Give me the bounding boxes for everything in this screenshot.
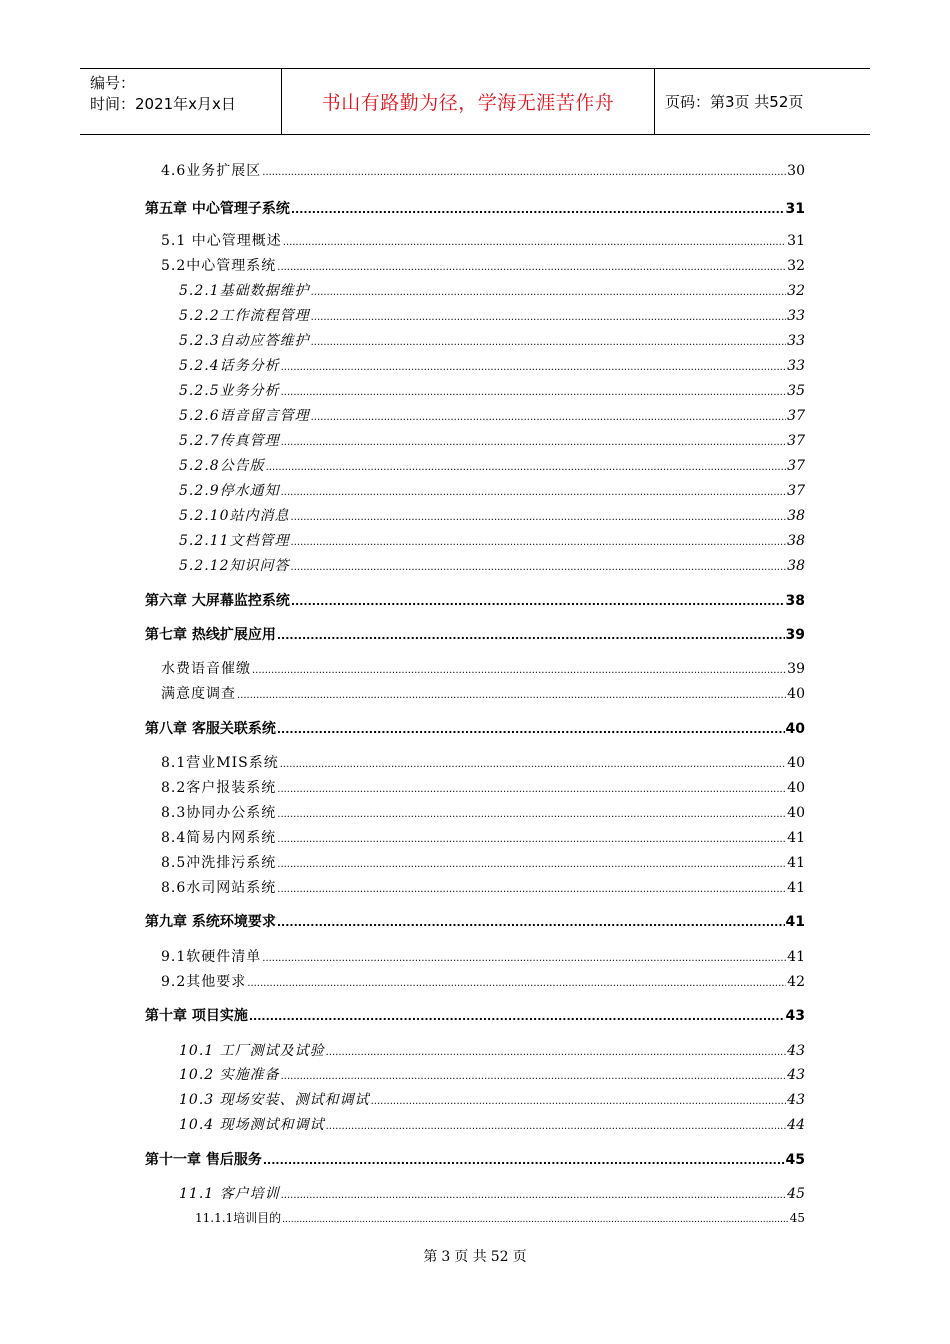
toc-entry[interactable] <box>179 1114 805 1134</box>
toc-entry[interactable] <box>161 852 805 872</box>
toc-entry-page: 45 <box>785 1152 805 1168</box>
dot-leader <box>291 508 787 524</box>
toc-entry-title: 水费语音催缴 <box>161 661 251 677</box>
toc-entry-page: 40 <box>785 721 805 737</box>
toc-entry-title: 5.2.8公告版 <box>179 458 265 474</box>
number-label: 编号： <box>90 74 136 92</box>
toc-entry-page: 45 <box>787 1186 805 1202</box>
motto-text: 书山有路勤为径，学海无涯苦作舟 <box>321 92 615 114</box>
toc-entry-page: 31 <box>787 233 805 249</box>
dot-leader <box>283 233 786 249</box>
toc-entry-page: 32 <box>787 283 805 299</box>
toc-entry-page: 43 <box>787 1043 805 1059</box>
toc-entry[interactable] <box>179 305 805 325</box>
toc-entry[interactable] <box>161 160 805 180</box>
toc-entry[interactable] <box>145 198 805 218</box>
toc-entry[interactable] <box>179 480 805 500</box>
toc-entry-title: 5.2.5业务分析 <box>179 383 280 399</box>
toc-entry-page: 38 <box>787 533 805 549</box>
toc-entry-page: 45 <box>789 1211 805 1225</box>
toc-entry-title: 9.1软硬件清单 <box>161 949 262 965</box>
toc-entry[interactable] <box>145 911 805 931</box>
toc-entry-title: 5.2.6语音留言管理 <box>179 408 310 424</box>
toc-entry-title: 5.2.3自动应答维护 <box>179 333 310 349</box>
toc-entry-title: 8.6水司网站系统 <box>161 880 277 896</box>
dot-leader <box>277 721 785 737</box>
toc-entry-page: 40 <box>787 686 805 702</box>
toc-entry-page: 38 <box>787 508 805 524</box>
toc-entry-title: 8.5冲洗排污系统 <box>161 855 277 871</box>
toc-entry-page: 41 <box>785 914 805 930</box>
toc-entry-title: 5.2.12知识问答 <box>179 558 290 574</box>
footer-prefix: 第 <box>423 1249 438 1265</box>
page-counter: 页码：第3页 共52页 <box>665 93 804 111</box>
dot-leader <box>291 201 785 217</box>
toc-entry-page: 41 <box>787 830 805 846</box>
toc-entry[interactable] <box>161 971 805 991</box>
dot-leader <box>281 1186 787 1202</box>
toc-entry[interactable] <box>161 752 805 772</box>
dot-leader <box>280 755 786 771</box>
dot-leader <box>277 258 786 274</box>
toc-entry-title: 5.2.1基础数据维护 <box>179 283 310 299</box>
toc-entry[interactable] <box>161 658 805 678</box>
toc-entry-page: 32 <box>787 258 805 274</box>
footer-suffix: 页 <box>512 1249 527 1265</box>
toc-entry[interactable] <box>161 802 805 822</box>
toc-entry-title: 10.2 实施准备 <box>179 1067 280 1083</box>
toc-entry-title: 8.3协同办公系统 <box>161 805 277 821</box>
toc-entry-title: 第六章 大屏幕监控系统 <box>145 593 290 609</box>
toc-entry[interactable] <box>179 280 805 300</box>
toc-entry-page: 31 <box>785 201 805 217</box>
page-footer <box>0 1246 950 1266</box>
toc-entry-page: 37 <box>787 408 805 424</box>
dot-leader <box>262 163 786 179</box>
toc-entry[interactable] <box>145 590 805 610</box>
toc-entry[interactable] <box>145 624 805 644</box>
toc-entry-page: 41 <box>787 855 805 871</box>
toc-entry-title: 第五章 中心管理子系统 <box>145 201 290 217</box>
dot-leader <box>281 358 787 374</box>
toc-entry-page: 44 <box>787 1117 805 1133</box>
toc-entry-title: 10.1 工厂测试及试验 <box>179 1043 325 1059</box>
toc-entry-page: 33 <box>787 358 805 374</box>
toc-entry-page: 38 <box>785 593 805 609</box>
toc-entry[interactable] <box>161 946 805 966</box>
toc-entry-title: 10.3 现场安装、测试和调试 <box>179 1092 370 1108</box>
toc-entry-page: 40 <box>787 755 805 771</box>
toc-entry-title: 第七章 热线扩展应用 <box>145 627 276 643</box>
dot-leader <box>252 661 786 677</box>
toc-entry-title: 第十一章 售后服务 <box>145 1152 262 1168</box>
dot-leader <box>237 686 786 702</box>
toc-entry-page: 40 <box>787 805 805 821</box>
toc-entry-page: 43 <box>785 1008 805 1024</box>
footer-total-pages: 52 <box>490 1249 509 1265</box>
dot-leader <box>291 558 787 574</box>
toc-entry-page: 42 <box>787 974 805 990</box>
toc-entry[interactable] <box>161 877 805 897</box>
toc-entry-title: 11.1 客户培训 <box>179 1186 280 1202</box>
toc-entry[interactable] <box>179 1089 805 1109</box>
toc-entry[interactable] <box>179 1064 805 1084</box>
dot-leader <box>262 949 786 965</box>
toc-entry-title: 8.4简易内网系统 <box>161 830 277 846</box>
toc-entry[interactable] <box>179 1183 805 1203</box>
dot-leader <box>326 1043 787 1059</box>
toc-entry-title: 8.2客户报装系统 <box>161 780 277 796</box>
toc-entry-page: 40 <box>787 780 805 796</box>
dot-leader <box>291 533 787 549</box>
toc-entry-title: 第十章 项目实施 <box>145 1008 248 1024</box>
toc-entry[interactable] <box>179 530 805 550</box>
toc-entry-title: 4.6业务扩展区 <box>161 163 262 179</box>
toc-entry-page: 38 <box>787 558 805 574</box>
dot-leader <box>282 1211 789 1225</box>
toc-entry[interactable] <box>179 430 805 450</box>
toc-entry[interactable] <box>179 1040 805 1060</box>
toc-entry[interactable] <box>179 455 805 475</box>
footer-middle: 页 共 <box>454 1249 487 1265</box>
toc-entry[interactable] <box>195 1209 805 1226</box>
toc-entry-title: 5.2.7传真管理 <box>179 433 280 449</box>
dot-leader <box>277 914 785 930</box>
toc-entry[interactable] <box>161 827 805 847</box>
toc-entry[interactable] <box>179 505 805 525</box>
toc-entry-title: 满意度调查 <box>161 686 236 702</box>
toc-entry-page: 37 <box>787 433 805 449</box>
toc-entry-title: 5.2.4话务分析 <box>179 358 280 374</box>
toc-entry[interactable] <box>161 255 805 275</box>
toc-entry[interactable] <box>179 330 805 350</box>
dot-leader <box>277 627 785 643</box>
toc-entry-page: 37 <box>787 458 805 474</box>
dot-leader <box>266 458 787 474</box>
toc-entry-page: 41 <box>787 880 805 896</box>
toc-entry-page: 35 <box>787 383 805 399</box>
toc-entry[interactable] <box>179 355 805 375</box>
toc-entry-page: 39 <box>785 627 805 643</box>
toc-entry-title: 5.2.10站内消息 <box>179 508 290 524</box>
dot-leader <box>371 1092 787 1108</box>
dot-leader <box>311 408 787 424</box>
dot-leader <box>311 333 787 349</box>
toc-entry-title: 8.1营业MIS系统 <box>161 755 279 771</box>
dot-leader <box>277 855 786 871</box>
toc-entry-page: 30 <box>787 163 805 179</box>
time-label: 时间：2021年x月x日 <box>90 95 236 113</box>
dot-leader <box>277 880 786 896</box>
toc-entry[interactable] <box>161 777 805 797</box>
dot-leader <box>311 308 787 324</box>
toc-entry-title: 5.2.11文档管理 <box>179 533 290 549</box>
dot-leader <box>281 1067 787 1083</box>
dot-leader <box>247 974 786 990</box>
toc-entry-page: 39 <box>787 661 805 677</box>
toc-entry-title: 9.2其他要求 <box>161 974 247 990</box>
dot-leader <box>277 830 786 846</box>
toc-entry-title: 5.1 中心管理概述 <box>161 233 282 249</box>
toc-entry-page: 37 <box>787 483 805 499</box>
dot-leader <box>291 593 785 609</box>
toc-entry-page: 41 <box>787 949 805 965</box>
toc-entry[interactable] <box>179 555 805 575</box>
toc-entry-page: 33 <box>787 308 805 324</box>
dot-leader <box>277 805 786 821</box>
toc-entry[interactable] <box>161 683 805 703</box>
toc-entry[interactable] <box>145 1149 805 1169</box>
toc-entry-title: 5.2中心管理系统 <box>161 258 277 274</box>
toc-entry-page: 33 <box>787 333 805 349</box>
toc-entry-page: 43 <box>787 1067 805 1083</box>
footer-current-page: 3 <box>441 1249 451 1265</box>
toc-entry[interactable] <box>161 230 805 250</box>
dot-leader <box>326 1117 787 1133</box>
toc-entry-title: 第八章 客服关联系统 <box>145 721 276 737</box>
dot-leader <box>249 1008 785 1024</box>
dot-leader <box>281 433 787 449</box>
dot-leader <box>277 780 786 796</box>
toc-entry[interactable] <box>179 405 805 425</box>
toc-entry-title: 5.2.9停水通知 <box>179 483 280 499</box>
toc-entry-title: 5.2.2工作流程管理 <box>179 308 310 324</box>
toc-entry-title: 10.4 现场测试和调试 <box>179 1117 325 1133</box>
toc-entry-title: 第九章 系统环境要求 <box>145 914 276 930</box>
dot-leader <box>281 483 787 499</box>
dot-leader <box>311 283 787 299</box>
toc-entry-title: 11.1.1培训目的 <box>195 1211 282 1225</box>
toc-entry[interactable] <box>145 1005 805 1025</box>
toc-entry-page: 43 <box>787 1092 805 1108</box>
toc-entry[interactable] <box>179 380 805 400</box>
toc-entry[interactable] <box>145 718 805 738</box>
dot-leader <box>263 1152 785 1168</box>
dot-leader <box>281 383 787 399</box>
